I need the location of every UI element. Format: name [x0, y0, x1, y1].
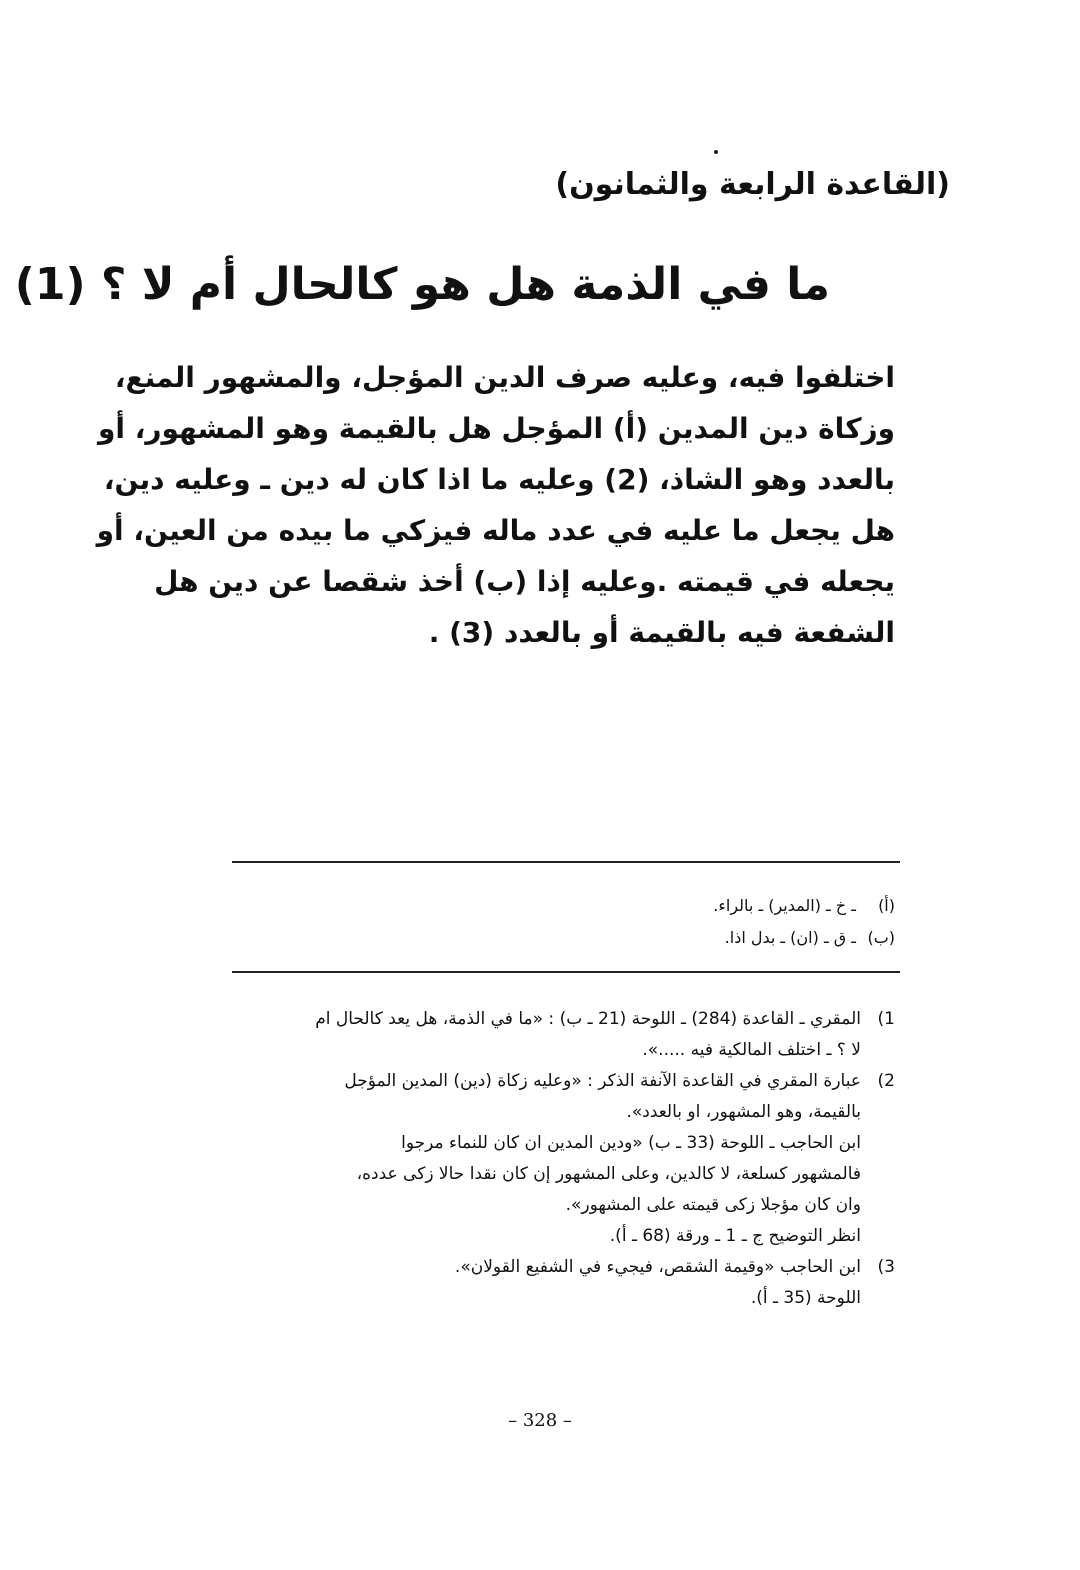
- footnote-line: لا ؟ ـ اختلف المالكية فيه .....».: [642, 1040, 861, 1060]
- variant-marker: (ب): [867, 928, 895, 947]
- main-text-line: الشفعة فيه بالقيمة أو بالعدد (3) .: [428, 616, 895, 649]
- footnote-1: [195, 1004, 895, 1066]
- variant-text: ـ خ ـ (المدير) ـ بالراء.: [713, 896, 856, 915]
- footnote-line: المقري ـ القاعدة (284) ـ اللوحة (21 ـ ب) : «ما في الذمة، هل يعد كالحال ام: [315, 1009, 861, 1029]
- footnote-number: 3): [877, 1257, 895, 1277]
- page-number: – 328 –: [508, 1410, 572, 1431]
- footnote-line: بالقيمة، وهو المشهور، او بالعدد».: [626, 1102, 861, 1122]
- manuscript-variants: [195, 890, 895, 954]
- footnotes: [195, 1004, 895, 1314]
- footnote-3: [195, 1252, 895, 1314]
- footnote-line: ابن الحاجب ـ اللوحة (33 ـ ب) «ودين المدين ان كان للنماء مرجوا: [401, 1133, 861, 1153]
- main-text-line: يجعله في قيمته .وعليه إذا (ب) أخذ شقصا عن دين هل: [154, 565, 895, 598]
- footnote-line: انظر التوضيح ج ـ 1 ـ ورقة (68 ـ أ).: [609, 1226, 861, 1246]
- main-text-line: وزكاة دين المدين (أ) المؤجل هل بالقيمة وهو المشهور، أو: [97, 412, 895, 445]
- footnote-line: ابن الحاجب «وقيمة الشقص، فيجيء في الشفيع القولان».: [454, 1257, 861, 1277]
- rule-heading: ما في الذمة هل هو كالحال أم لا ؟ (1): [14, 259, 830, 310]
- footnote-divider-bottom: [232, 971, 900, 973]
- variant-note: [195, 922, 895, 954]
- footnote-line: فالمشهور كسلعة، لا كالدين، وعلى المشهور إن كان نقدا حالا زكى عدده،: [356, 1164, 861, 1184]
- footnote-2: [195, 1066, 895, 1252]
- main-text-line: اختلفوا فيه، وعليه صرف الدين المؤجل، والمشهور المنع،: [114, 361, 895, 394]
- variant-marker: (أ): [878, 896, 895, 915]
- main-text: [96, 352, 895, 658]
- footnote-line: عبارة المقري في القاعدة الآنفة الذكر : «وعليه زكاة (دين) المدين المؤجل: [344, 1071, 861, 1091]
- chapter-title: (القاعدة الرابعة والثمانون): [555, 167, 950, 202]
- main-text-line: بالعدد وهو الشاذ، (2) وعليه ما اذا كان له دين ـ وعليه دين،: [103, 463, 895, 496]
- footnote-divider-top: [232, 861, 900, 863]
- footnote-line: وان كان مؤجلا زكى قيمته على المشهور».: [565, 1195, 861, 1215]
- ink-speck: [714, 150, 718, 154]
- footnote-number: 1): [877, 1009, 895, 1029]
- variant-text: ـ ق ـ (ان) ـ بدل اذا.: [724, 928, 856, 947]
- variant-note: [195, 890, 895, 922]
- footnote-line: اللوحة (35 ـ أ).: [750, 1288, 861, 1308]
- main-text-line: هل يجعل ما عليه في عدد ماله فيزكي ما بيده من العين، أو: [96, 514, 895, 547]
- footnote-number: 2): [877, 1071, 895, 1091]
